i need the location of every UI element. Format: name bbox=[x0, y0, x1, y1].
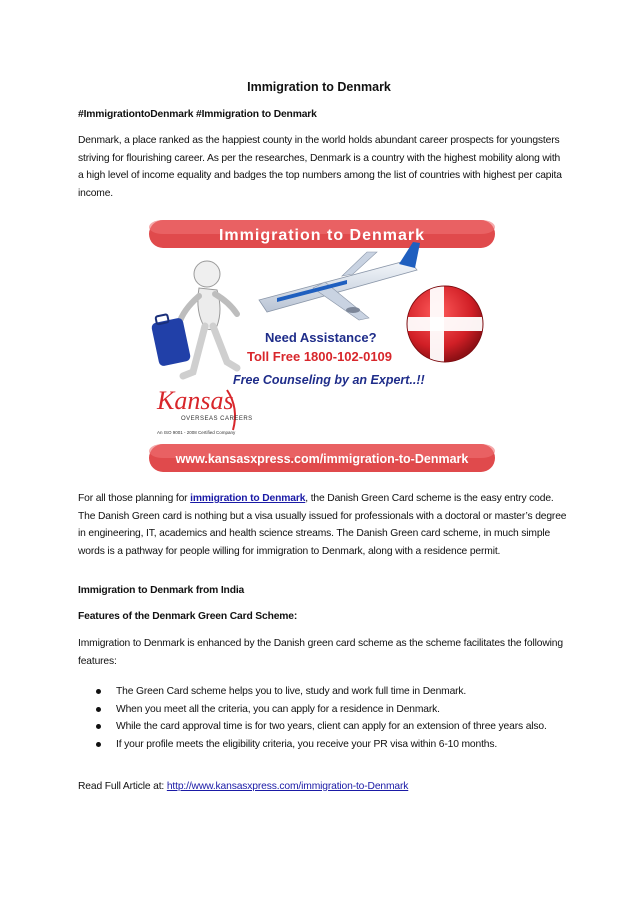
read-label: Read Full Article at: bbox=[78, 781, 167, 792]
read-full-article bbox=[78, 778, 568, 796]
bullet-icon bbox=[96, 742, 101, 747]
need-assistance-text: Need Assistance? bbox=[265, 330, 377, 345]
hashtags: #ImmigrationtoDenmark #Immigration to Denmark bbox=[78, 109, 317, 120]
denmark-flag-icon bbox=[407, 286, 483, 362]
intro-paragraph: Denmark, a place ranked as the happiest county in the world holds abundant career prospects for youngsters striving for flourishing career. As per the researches, Denmark is a country with the highest mobility along with a high level of income equality and badges the top numbers among the list of countries with highest per capita income. bbox=[78, 135, 562, 199]
p2-text-after: , the Danish Green Card scheme is the easy entry code. The Danish Green card is nothing but a visa usually issued for professionals with a doctoral or master’s degree in engineering, IT, academics and health science streams. The Danish Green card scheme, in much simple words is a pathway for people willing for immigration to Denmark, along with a residence permit. bbox=[78, 493, 567, 557]
list-item: The Green Card scheme helps you to live, study and work full time in Denmark. bbox=[78, 683, 568, 701]
features-intro: Immigration to Denmark is enhanced by the Danish green card scheme as the scheme facilitates the following features: bbox=[78, 638, 563, 667]
iso-text: An ISO 9001 - 2008 Certified Company bbox=[157, 430, 236, 435]
heading-features: Features of the Denmark Green Card Scheme: bbox=[78, 611, 298, 622]
list-item: While the card approval time is for two years, client can apply for an extension of three years also. bbox=[78, 718, 568, 736]
banner-url-bar bbox=[149, 444, 495, 472]
bullet-icon bbox=[96, 707, 101, 712]
immigration-link[interactable]: immigration to Denmark bbox=[190, 493, 306, 504]
brand-name: Kansas bbox=[157, 386, 234, 415]
p2-text-before: For all those planning for bbox=[78, 493, 191, 504]
heading-from-india: Immigration to Denmark from India bbox=[78, 585, 245, 596]
immigration-banner bbox=[147, 212, 499, 480]
bullet-icon bbox=[96, 689, 101, 694]
free-counseling-text: Free Counseling by an Expert..!! bbox=[233, 373, 425, 387]
list-item: If your profile meets the eligibility criteria, you receive your PR visa within 6-10 months. bbox=[78, 736, 568, 754]
document-title: Immigration to Denmark bbox=[247, 80, 391, 94]
bullet-icon bbox=[96, 724, 101, 729]
list-item: When you meet all the criteria, you can apply for a residence in Denmark. bbox=[78, 701, 568, 719]
features-list bbox=[78, 683, 568, 753]
banner-url: www.kansasxpress.com/immigration-to-Denmark bbox=[175, 452, 469, 466]
brand-subtitle: OVERSEAS CAREERS bbox=[181, 416, 253, 422]
green-card-paragraph bbox=[78, 490, 568, 560]
banner-heading-bar bbox=[149, 220, 495, 248]
article-link[interactable]: http://www.kansasxpress.com/immigration-to-Denmark bbox=[166, 781, 409, 792]
toll-free-text: Toll Free 1800-102-0109 bbox=[247, 349, 393, 364]
banner-heading: Immigration to Denmark bbox=[218, 227, 426, 244]
